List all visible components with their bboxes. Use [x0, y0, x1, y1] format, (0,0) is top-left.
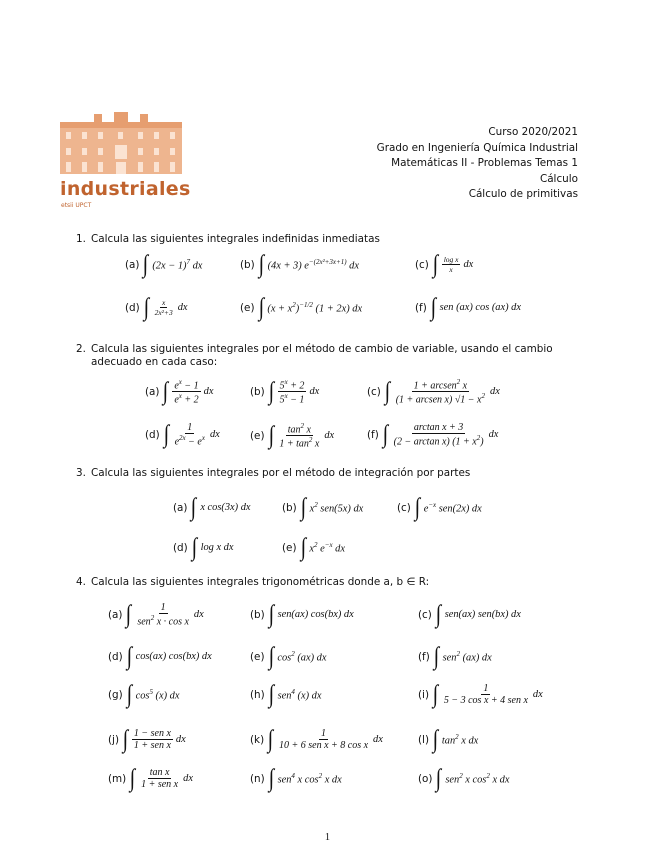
header-line: Matemáticas II - Problemas Temas 1 [391, 157, 578, 169]
numerator: arctan x + 3 [413, 422, 464, 433]
integral-item [250, 422, 334, 450]
numerator: 1 [160, 602, 166, 613]
question-number: 4. [76, 576, 86, 588]
numerator: x [161, 298, 166, 307]
integrand: cos(ax) cos(bx) dx [135, 651, 212, 662]
differential: dx [490, 386, 500, 398]
item-label: (a) [173, 501, 188, 514]
item-label: (d) [145, 428, 160, 441]
question-number: 1. [76, 233, 86, 245]
item-label: (j) [108, 733, 119, 746]
integral-item [418, 682, 543, 707]
integral-item [418, 602, 521, 627]
integral-sign-icon: ∫ [436, 765, 442, 792]
item-label: (i) [418, 688, 429, 701]
integral-item [108, 727, 186, 752]
item-label: (f) [418, 650, 430, 663]
differential: dx [183, 773, 193, 784]
integrand-fraction [277, 728, 370, 751]
item-label: (c) [415, 258, 429, 271]
denominator: x [449, 265, 453, 274]
differential: dx [324, 430, 335, 442]
integral-item [367, 422, 498, 447]
integral-item [145, 378, 213, 406]
integral-sign-icon: ∫ [300, 534, 306, 561]
integrand: sen$^4$ x $\cos^2 x$ dx [277, 771, 342, 786]
integral-item [173, 535, 233, 560]
numerator: 1 [321, 728, 326, 739]
integral-item [145, 422, 220, 447]
question-statement: Calcula las siguientes integrales trigonométricas donde a, b ∈ R: [91, 576, 430, 588]
integral-sign-icon: ∫ [432, 681, 439, 708]
numerator: 1 [483, 683, 489, 694]
integral-sign-icon: ∫ [300, 494, 306, 521]
integral-sign-icon: ∫ [267, 726, 274, 753]
integral-sign-icon: ∫ [258, 251, 264, 278]
item-label: (a) [108, 608, 123, 621]
integral-sign-icon: ∫ [432, 251, 439, 278]
denominator: 10 + 6 sen x + 8 cos x [278, 740, 369, 751]
integral-sign-icon: ∫ [126, 601, 132, 629]
integral-item [397, 495, 482, 520]
differential: dx [209, 429, 220, 441]
integrand: log x dx [200, 542, 234, 553]
integral-sign-icon: ∫ [126, 681, 132, 708]
integral-item [173, 495, 251, 520]
integrand: sen$^2$ (ax) dx [442, 649, 492, 664]
integrand-fraction [277, 422, 321, 450]
integral-item [240, 295, 362, 320]
numerator: log x [443, 255, 459, 264]
item-label: (b) [250, 608, 265, 621]
logo-building [60, 112, 182, 174]
integral-item [250, 766, 342, 791]
integrand-fraction [173, 422, 207, 447]
integrand: sen$^4$ (x) dx [277, 687, 322, 702]
integrand-fraction [392, 422, 486, 447]
integrand-fraction [153, 298, 175, 317]
differential: dx [488, 429, 499, 441]
integrand: $(x + x^2)^{-1/2}$ (1 + 2x) dx [267, 300, 363, 315]
integral-item [240, 252, 359, 277]
denominator: 1 + sen x [133, 740, 171, 751]
numerator: $e^x - 1$ [174, 378, 199, 392]
integral-sign-icon: ∫ [143, 251, 149, 278]
integrand: $\cos^5 (x)$ dx [135, 687, 180, 702]
integral-sign-icon: ∫ [268, 765, 274, 792]
integral-sign-icon: ∫ [268, 681, 274, 708]
integrand-fraction [132, 728, 173, 751]
integral-item [108, 682, 179, 707]
item-label: (g) [108, 688, 123, 701]
item-label: (k) [250, 733, 265, 746]
numerator: 1 − sen x [133, 728, 171, 739]
differential: dx [373, 734, 383, 745]
integrand-fraction [139, 767, 180, 790]
question-number: 3. [76, 467, 86, 479]
integrand: sen$^2$ x $\cos^2 x$ dx [445, 771, 510, 786]
item-label: (o) [418, 772, 433, 785]
differential: dx [309, 386, 320, 398]
integral-item [415, 295, 521, 320]
item-label: (d) [108, 650, 123, 663]
numerator: 1 + arcsen$^2$ x [413, 378, 468, 392]
integrand: $\cos^2 (ax)$ dx [277, 649, 327, 664]
integral-sign-icon: ∫ [268, 378, 274, 406]
item-label: (d) [173, 541, 188, 554]
logo-subtitle: etsii UPCT [61, 202, 92, 209]
integral-sign-icon: ∫ [163, 378, 169, 406]
item-label: (b) [240, 258, 255, 271]
denominator: 2x²+3 [154, 308, 173, 317]
integral-sign-icon: ∫ [433, 643, 439, 670]
integrand: sen(ax) cos(bx) dx [277, 609, 354, 620]
integrand: sen(ax) sen(bx) dx [444, 609, 521, 620]
integral-item [250, 378, 319, 406]
header-line: Curso 2020/2021 [488, 126, 578, 138]
denominator: (2 − arctan x) $(1 + x^2)$ [393, 434, 484, 448]
header-line: Cálculo [539, 172, 578, 185]
question-statement: Calcula las siguientes integrales por el método de cambio de variable, usando el cambio adecuado en cada caso: [91, 343, 553, 368]
integral-item [125, 252, 202, 277]
item-label: (a) [145, 385, 160, 398]
integral-sign-icon: ∫ [384, 378, 391, 406]
integral-sign-icon: ∫ [435, 601, 442, 628]
integrand-fraction [442, 255, 461, 274]
integral-sign-icon: ∫ [414, 494, 421, 521]
item-label: (l) [418, 733, 429, 746]
item-label: (e) [282, 541, 297, 554]
integral-item [415, 252, 473, 277]
integral-item [108, 602, 204, 627]
integrand-fraction [135, 602, 191, 627]
integral-sign-icon: ∫ [432, 726, 439, 753]
page-number: 1 [324, 832, 331, 843]
denominator: $e^x + 2$ [174, 392, 199, 406]
item-label: (e) [250, 650, 265, 663]
numerator: 1 [187, 422, 193, 433]
integral-sign-icon: ∫ [122, 726, 129, 753]
integral-sign-icon: ∫ [191, 534, 197, 561]
integrand: $x^2$ $e^{-x}$ dx [309, 540, 345, 555]
integrand: $(2x - 1)^7$ dx [152, 257, 203, 272]
integral-sign-icon: ∫ [258, 294, 264, 321]
differential: dx [175, 734, 186, 745]
integrand-fraction [278, 378, 307, 406]
integral-item [250, 682, 321, 707]
question-statement: Calcula las siguientes integrales indefinidas inmediatas [91, 233, 380, 245]
integral-sign-icon: ∫ [268, 601, 274, 628]
differential: dx [177, 302, 188, 313]
integrand: sen (ax) cos (ax) dx [439, 302, 521, 313]
item-label: (m) [108, 772, 127, 785]
integral-item [367, 378, 500, 406]
integral-sign-icon: ∫ [268, 422, 274, 450]
item-label: (n) [250, 772, 265, 785]
integral-item [250, 727, 383, 752]
integral-sign-icon: ∫ [143, 294, 149, 321]
integral-item [418, 644, 492, 669]
integral-item [250, 644, 326, 669]
numerator: tan x [149, 767, 170, 778]
item-label: (a) [125, 258, 140, 271]
logo-wordmark: industriales [60, 178, 191, 200]
integral-item [108, 766, 193, 791]
integral-sign-icon: ∫ [382, 421, 388, 449]
integrand-fraction [172, 378, 200, 406]
integral-item [282, 495, 363, 520]
numerator: $5^x + 2$ [279, 378, 305, 392]
integral-sign-icon: ∫ [163, 421, 169, 449]
item-label: (b) [250, 385, 265, 398]
denominator: sen$^2$ x · cos x [137, 614, 189, 628]
integral-sign-icon: ∫ [191, 494, 197, 521]
item-label: (e) [250, 429, 265, 442]
integrand: (4x + 3) $e^{-(2x^2+3x+1)}$ dx [267, 257, 359, 272]
item-label: (c) [418, 608, 432, 621]
integral-item [250, 602, 354, 627]
differential: dx [532, 689, 543, 700]
item-label: (f) [367, 428, 379, 441]
item-label: (c) [367, 385, 381, 398]
denominator: 1 + sen x [141, 779, 179, 790]
item-label: (c) [397, 501, 411, 514]
integral-sign-icon: ∫ [129, 765, 136, 792]
denominator: (1 + arcsen x) $√1 - x^2$ [395, 392, 485, 406]
item-label: (e) [240, 301, 255, 314]
denominator: $5^x - 1$ [279, 392, 305, 406]
integrand: x cos(3x) dx [200, 502, 251, 513]
integral-item [125, 295, 188, 320]
differential: dx [463, 259, 474, 270]
item-label: (d) [125, 301, 140, 314]
item-label: (f) [415, 301, 427, 314]
integrand: $\tan^2 x$ dx [441, 732, 479, 747]
differential: dx [193, 609, 204, 621]
integral-item [418, 766, 509, 791]
item-label: (h) [250, 688, 265, 701]
question-number: 2. [76, 343, 86, 355]
header-line: Cálculo de primitivas [468, 188, 578, 200]
integral-item [282, 535, 345, 560]
differential: dx [203, 386, 214, 398]
numerator: $\tan^2 x$ [287, 422, 311, 436]
header-line: Grado en Ingeniería Química Industrial [376, 141, 578, 154]
integrand-fraction [394, 378, 487, 406]
denominator: $1 + \tan^2 x$ [279, 436, 320, 450]
integral-item [418, 727, 478, 752]
integral-sign-icon: ∫ [430, 294, 436, 321]
course-header [377, 125, 578, 203]
integral-sign-icon: ∫ [268, 643, 274, 670]
denominator: 5 − 3 cos x + 4 sen x [443, 695, 528, 706]
integral-sign-icon: ∫ [126, 643, 132, 670]
denominator: $e^{2x} - e^x$ [174, 434, 205, 448]
integrand: $x^2$ sen(5x) dx [309, 500, 364, 515]
integrand-fraction [442, 683, 530, 706]
question-statement: Calcula las siguientes integrales por el método de integración por partes [91, 467, 471, 479]
integral-item [108, 644, 212, 669]
item-label: (b) [282, 501, 297, 514]
integrand: $e^{-x}$ sen(2x) dx [423, 500, 482, 515]
